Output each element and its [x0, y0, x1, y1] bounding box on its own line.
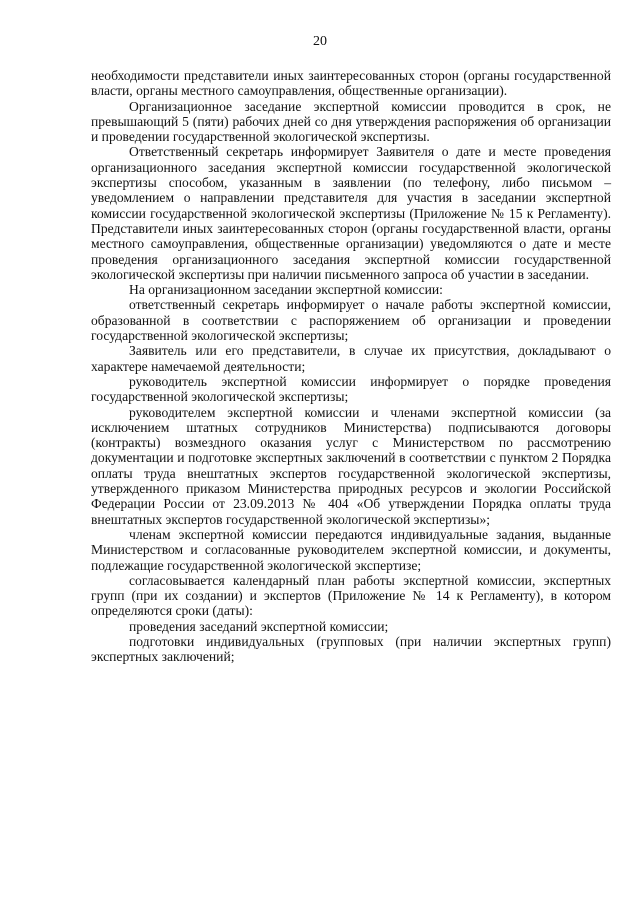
paragraph-secretary-informs: Ответственный секретарь информирует Заявителя о дате и месте проведения организационного заседания экспертной комиссии государственной экологической экспертизы способом, указанным в заявлении (по телефону, либо письмом – уведомлением о направлении представителя для участия в заседании экспертной комиссии государственной экологической экспертизы (Приложение № 15 к Регламенту). Представители иных заинтересованных сторон (органы государственной власти, органы местного самоуправления, общественные организации) уведомляются о дате и месте проведения организационного заседания экспертной комиссии государственной экологической экспертизы при наличии письменного запроса об участии в заседании.	[91, 144, 611, 282]
list-item-head-informs: руководитель экспертной комиссии информирует о порядке проведения государственной экологической экспертизы;	[91, 373, 611, 405]
list-item-conclusions-prep: подготовки индивидуальных (групповых (при наличии экспертных групп) экспертных заключений;	[91, 633, 611, 665]
paragraph-meeting-intro: На организационном заседании экспертной комиссии:	[129, 282, 443, 298]
page-body	[91, 68, 611, 665]
list-item-calendar-plan: согласовывается календарный план работы экспертной комиссии, экспертных групп (при их создании) и экспертов (Приложение № 14 к Регламенту), в котором определяются сроки (даты):	[91, 572, 611, 619]
list-item-applicant-reports: Заявитель или его представители, в случае их присутствия, докладывают о характере намечаемой деятельности;	[91, 343, 611, 374]
list-item-contracts-signed: руководителем экспертной комиссии и членами экспертной комиссии (за исключением штатных сотрудников Министерства) подписываются договоры (контракты) возмездного оказания услуг с Министерством по рассмотрению документации и подготовке экспертных заключений в соответствии с пунктом 2 Порядка оплаты труда внештатных экспертов государственной экологической экспертизы, утвержденного приказом Министерства природных ресурсов и экологии Российской Федерации России от 23.09.2013 № 404 «Об утверждении Порядка оплаты труда внештатных экспертов государственной экологической экспертизы»;	[91, 404, 611, 527]
list-item-tasks-handed: членам экспертной комиссии передаются индивидуальные задания, выданные Министерством и согласованные руководителем экспертной комиссии, и документы, подлежащие государственной экологической экспертизе;	[91, 526, 611, 573]
page-number: 20	[313, 34, 327, 49]
paragraph-continuation: необходимости представители иных заинтересованных сторон (органы государственной власти, органы местного самоуправления, общественные организации).	[91, 68, 611, 99]
list-item-meetings-dates: проведения заседаний экспертной комиссии;	[129, 618, 389, 634]
list-item-secretary-opens: ответственный секретарь информирует о начале работы экспертной комиссии, образованной в соответствии с распоряжением об организации и проведении государственной экологической экспертизы;	[91, 297, 611, 344]
paragraph-organizational-meeting-term: Организационное заседание экспертной комиссии проводится в срок, не превышающий 5 (пяти) рабочих дней со дня утверждения распоряжения об организации и проведении государственной экологической экспертизы.	[91, 98, 611, 145]
